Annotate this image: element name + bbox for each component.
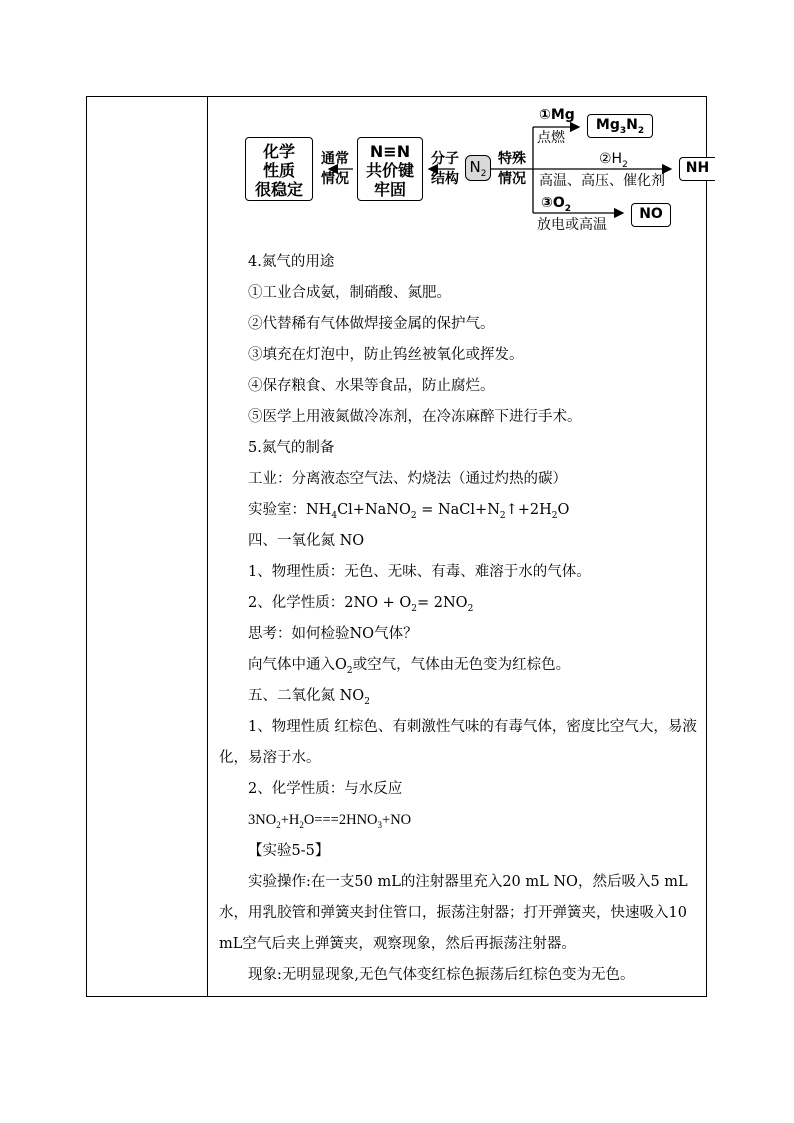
no2-chemical: 2、化学性质：与水反应 xyxy=(248,781,403,797)
eq-t2: +H xyxy=(280,812,300,828)
no-chemical xyxy=(219,588,705,619)
o2-reagent-sub: 2 xyxy=(564,203,572,214)
lab-t3: ↑+2H xyxy=(505,502,552,518)
section5-t1: 五、二氧化氮 NO xyxy=(248,688,365,704)
think-question: 思考：如何检验NO气体？ xyxy=(248,626,418,642)
answer-t1: 向气体中通入O xyxy=(248,657,347,673)
lab-t0: 实验室：NH xyxy=(248,502,332,518)
stable-line-1: 化学 xyxy=(262,142,295,161)
section-no2 xyxy=(219,681,705,712)
eq-t4: +NO xyxy=(382,812,412,828)
n2-symbol: N xyxy=(469,158,481,176)
eq-s2: 2 xyxy=(299,819,304,830)
o2-condition: 放电或高温 xyxy=(537,217,607,233)
lesson-table xyxy=(86,96,710,997)
section5-s1: 2 xyxy=(364,696,370,707)
lab-t2: = NaCl+N xyxy=(416,502,500,518)
o2-reagent-text: ③O xyxy=(541,195,565,211)
special-label-1: 特殊 xyxy=(498,151,526,167)
nh-product: NH xyxy=(685,160,710,176)
special-label-2: 情况 xyxy=(498,171,526,187)
experiment-operation: 实验操作:在一支50 mL的注射器里充入20 mL NO，然后吸入5 mL水，用乳胶管和弹簧夹封住管口，振荡注射器；打开弹簧夹，快速吸入10 mL空气后夹上弹簧夹，观察现象，然后再振荡注射器。 xyxy=(219,874,688,952)
no-physical: 1、物理性质：无色、无味、有毒、难溶于水的气体。 xyxy=(248,564,591,580)
industry-method: 工业：分离液态空气法、灼烧法（通过灼热的碳） xyxy=(248,471,567,487)
think-answer xyxy=(219,650,705,681)
no-chem-t1: 2、化学性质：2NO + O xyxy=(248,595,412,611)
normal-label-2: 情况 xyxy=(321,171,349,187)
use-item-3: ③填充在灯泡中，防止钨丝被氧化或挥发。 xyxy=(248,347,524,363)
use-item-2: ②代替稀有气体做焊接金属的保护气。 xyxy=(248,316,495,332)
structure-label-2: 结构 xyxy=(431,171,459,187)
mg3n2-a: Mg xyxy=(595,117,620,133)
n2-box xyxy=(465,155,491,181)
lab-s4: 2 xyxy=(551,510,558,521)
n2-subscript: 2 xyxy=(480,169,487,179)
mg3n2-b-sub: 2 xyxy=(637,125,645,136)
normal-label-1: 通常 xyxy=(321,151,349,167)
mg-condition: 点燃 xyxy=(537,130,565,146)
nh-box xyxy=(679,157,715,181)
lab-method xyxy=(219,495,705,526)
section-no: 四、一氧化氮 NO xyxy=(248,533,365,549)
no-chem-s1: 2 xyxy=(411,603,418,614)
mg3n2-b: N xyxy=(626,117,638,133)
nitrogen-properties-diagram xyxy=(243,97,708,247)
heading-preparation: 5.氮气的制备 xyxy=(248,440,335,456)
no2-equation xyxy=(219,805,705,836)
stable-line-3: 很稳定 xyxy=(254,180,303,199)
h2-condition: 高温、高压、催化剂 xyxy=(539,173,665,189)
structure-label-1: 分子 xyxy=(431,151,459,167)
lab-s3: 2 xyxy=(499,510,506,521)
lesson-content xyxy=(219,247,705,991)
lab-t4: O xyxy=(557,502,570,518)
h2-reagent-sub: 2 xyxy=(622,159,628,170)
column-divider xyxy=(207,97,208,996)
lab-s2: 2 xyxy=(410,510,417,521)
answer-t2: 或空气，气体由无色变为红棕色。 xyxy=(352,657,571,673)
mg3n2-box xyxy=(587,114,653,138)
bond-box xyxy=(357,137,423,201)
use-item-1: ①工业合成氨，制硝酸、氮肥。 xyxy=(248,285,451,301)
mg-reagent: ①Mg xyxy=(539,107,575,123)
triple-bond-formula: N≡N xyxy=(369,142,411,161)
h2-reagent-text: ②H xyxy=(599,151,623,167)
no-chem-s2: 2 xyxy=(467,603,474,614)
eq-s3: 3 xyxy=(377,819,383,830)
stable-box xyxy=(245,137,313,201)
o2-reagent xyxy=(541,195,571,212)
no2-physical: 1、物理性质 红棕色、有刺激性气味的有毒气体，密度比空气大，易液化，易溶于水。 xyxy=(219,719,697,766)
no-chem-t2: = 2NO xyxy=(417,595,468,611)
experiment-result: 现象:无明显现象,无色气体变红棕色振荡后红棕色变为无色。 xyxy=(248,967,635,983)
bond-line-1: 共价键 xyxy=(365,161,414,180)
h2-reagent xyxy=(599,151,628,168)
answer-s1: 2 xyxy=(346,665,353,676)
stable-line-2: 性质 xyxy=(262,161,295,180)
lab-t1: Cl+NaNO xyxy=(337,502,411,518)
no-box xyxy=(631,203,671,227)
eq-s1: 2 xyxy=(276,819,281,830)
lab-s1: 4 xyxy=(331,510,338,521)
bond-line-2: 牢固 xyxy=(373,180,406,199)
mg3n2-a-sub: 3 xyxy=(619,125,627,136)
heading-uses: 4.氮气的用途 xyxy=(248,254,335,270)
no-product: NO xyxy=(639,206,663,222)
use-item-5: ⑤医学上用液氮做冷冻剂，在冷冻麻醉下进行手术。 xyxy=(248,409,582,425)
eq-t1: 3NO xyxy=(248,812,277,828)
use-item-4: ④保存粮食、水果等食品，防止腐烂。 xyxy=(248,378,495,394)
eq-t3: O===2HNO xyxy=(303,812,378,828)
experiment-title: 【实验5-5】 xyxy=(248,843,330,859)
